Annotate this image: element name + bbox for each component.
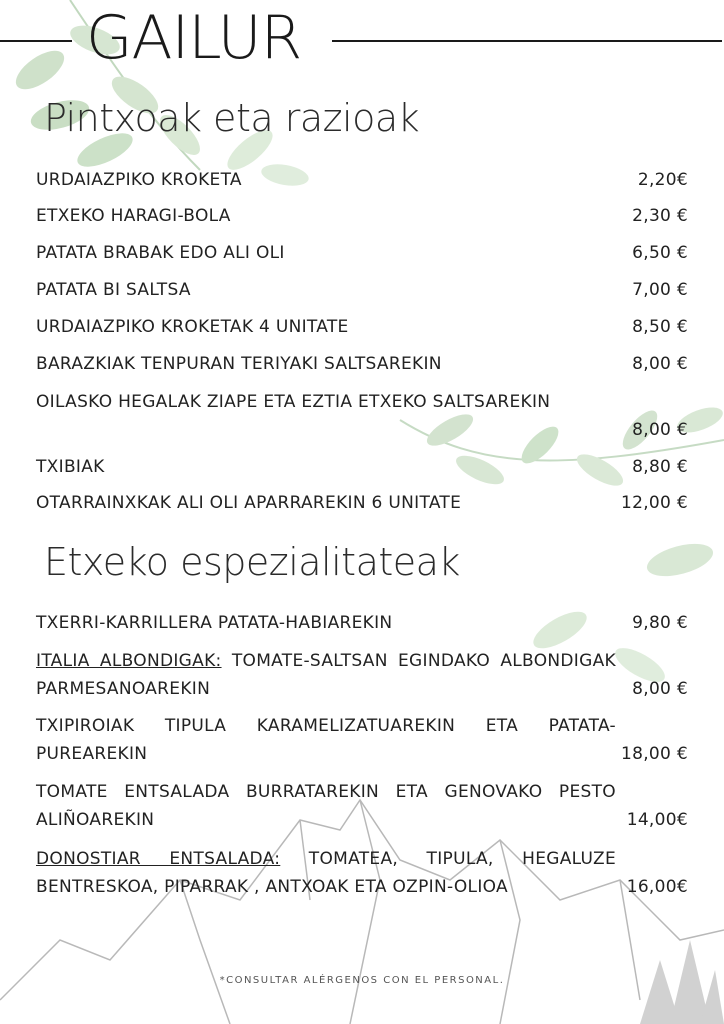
item-name: ETXEKO HARAGI-BOLA: [36, 206, 231, 226]
menu-item: [36, 778, 688, 834]
item-price: 16,00€: [626, 877, 688, 897]
item-name: TXIBIAK: [36, 457, 105, 477]
item-price: 2,20€: [637, 170, 688, 190]
item-prefix: ITALIA ALBONDIGAK:: [36, 651, 222, 671]
item-price: 9,80 €: [632, 613, 688, 633]
item-price: 7,00 €: [632, 280, 688, 300]
item-name: PATATA BRABAK EDO ALI OLI: [36, 243, 285, 263]
menu-item: [36, 647, 688, 703]
header: [0, 0, 724, 80]
item-price: 14,00€: [626, 810, 688, 830]
menu-item: [36, 845, 688, 901]
item-name: URDAIAZPIKO KROKETAK 4 UNITATE: [36, 317, 349, 337]
menu-item: [36, 276, 688, 304]
item-name: URDAIAZPIKO KROKETA: [36, 170, 242, 190]
menu-item: [36, 313, 688, 341]
menu-item: [36, 712, 688, 768]
menu-item: [36, 350, 688, 378]
item-name: BARAZKIAK TENPURAN TERIYAKI SALTSAREKIN: [36, 354, 442, 374]
item-price: 8,00 €: [632, 679, 688, 699]
menu-item: [36, 202, 688, 230]
item-name: OTARRAINXKAK ALI OLI APARRAREKIN 6 UNITATE: [36, 493, 462, 513]
allergen-note: *CONSULTAR ALÉRGENOS CON EL PERSONAL.: [219, 975, 505, 986]
item-name: OILASKO HEGALAK ZIAPE ETA EZTIA ETXEKO SALTSAREKIN: [36, 392, 551, 412]
item-price: 8,50 €: [632, 317, 688, 337]
item-name: PATATA BI SALTSA: [36, 280, 191, 300]
item-prefix: DONOSTIAR ENTSALADA:: [36, 849, 281, 869]
item-price: 18,00 €: [621, 744, 688, 764]
menu-item: [36, 609, 688, 637]
item-name: TOMATE ENTSALADA BURRATAREKIN ETA GENOVAKO PESTO ALIÑOAREKIN: [36, 782, 616, 830]
item-description: TOMATEA, TIPULA, HEGALUZE BENTRESKOA, PIPARRAK , ANTXOAK ETA OZPIN-OLIOA: [36, 849, 616, 897]
menu-item: [36, 239, 688, 267]
item-price: 2,30 €: [632, 206, 688, 226]
item-price: 8,00 €: [632, 420, 688, 440]
menu-item: [36, 166, 688, 194]
menu-item: [36, 388, 688, 444]
item-price: 12,00 €: [621, 493, 688, 513]
item-name: TXERRI-KARRILLERA PATATA-HABIAREKIN: [36, 613, 393, 633]
item-price: 8,80 €: [632, 457, 688, 477]
item-description: TOMATE-SALTSAN EGINDAKO ALBONDIGAK PARMESANOAREKIN: [36, 651, 616, 699]
item-name: TXIPIROIAK TIPULA KARAMELIZATUAREKIN ETA PATATA-PUREAREKIN: [36, 716, 616, 764]
header-rule-left: [0, 40, 72, 42]
item-name: [36, 647, 616, 703]
section-title: Pintxoak eta razioak: [44, 96, 420, 140]
item-price: 6,50 €: [632, 243, 688, 263]
item-price: 8,00 €: [632, 354, 688, 374]
section-title: Etxeko espezialitateak: [44, 540, 460, 584]
header-rule-right: [332, 40, 722, 42]
menu-item: [36, 453, 688, 481]
item-name: [36, 845, 616, 901]
menu-item: [36, 489, 688, 517]
restaurant-name: GAILUR: [86, 3, 302, 73]
